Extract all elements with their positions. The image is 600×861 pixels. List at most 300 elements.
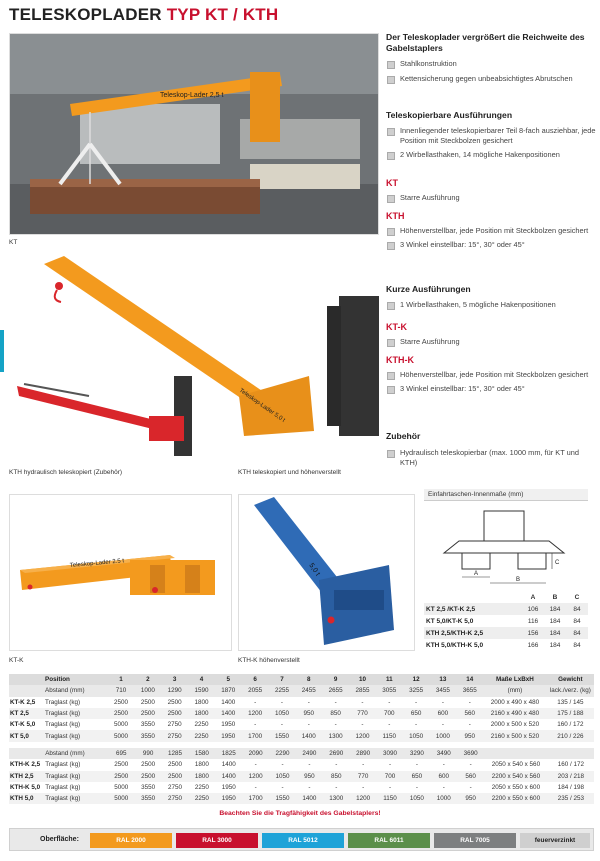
load-value: - xyxy=(415,761,418,769)
distance-value: 2690 xyxy=(323,748,350,759)
load-value: - xyxy=(254,761,257,769)
distance-value: 1290 xyxy=(161,685,188,696)
load-value: - xyxy=(307,698,310,706)
boom-label-orange: Teleskop-Lader 5,0 t xyxy=(237,387,286,424)
distance-value: 1590 xyxy=(188,685,215,696)
load-value: - xyxy=(442,784,445,792)
dimensions-value: 2160 x 500 x 520 xyxy=(483,730,547,741)
intro-item: Stahlkonstruktion xyxy=(386,59,596,69)
model-name: KTH 2,5 xyxy=(9,771,44,782)
dimensions-row xyxy=(424,627,588,639)
load-value: 2250 xyxy=(188,730,215,741)
cell-a: 106 xyxy=(527,605,539,613)
kth-heading: KTH xyxy=(386,211,405,221)
intro-item: Kettensicherung gegen unbeabsichtigtes Abrutschen xyxy=(386,74,596,84)
load-value: 1000 xyxy=(430,730,457,741)
load-value: - xyxy=(469,784,472,792)
load-value: 2750 xyxy=(162,793,189,804)
caption-kth-k: KTH-K höhenverstellt xyxy=(238,657,300,664)
load-value: - xyxy=(415,698,418,706)
boom-label-top: Teleskop-Lader 2,5 t xyxy=(160,92,224,99)
load-value: - xyxy=(441,721,444,729)
load-value: 2500 xyxy=(113,698,128,706)
load-label: Traglast (kg) xyxy=(44,708,108,719)
cell-c: 84 xyxy=(573,629,581,637)
load-value: 1300 xyxy=(322,730,349,741)
header-position-number: 14 xyxy=(456,674,483,685)
col-b: B xyxy=(552,593,558,601)
dimensions-value: 2200 x 550 x 600 xyxy=(484,793,548,804)
kth-item: 3 Winkel einstellbar: 15°, 30° oder 45° xyxy=(386,240,596,250)
kth-item: Höhenverstellbar, jede Position mit Steckbolzen gesichert xyxy=(386,226,596,236)
distance-value: 1000 xyxy=(134,685,161,696)
load-value: 1550 xyxy=(269,793,296,804)
table-row xyxy=(9,771,594,782)
load-value: 2500 xyxy=(161,708,188,719)
swatch-ral-5012: RAL 5012 xyxy=(262,833,344,848)
weight-value: 160 / 172 xyxy=(557,721,584,729)
zub-item: Hydraulisch teleskopierbar (max. 1000 mm, für KT und KTH) xyxy=(386,448,596,467)
load-value: 3550 xyxy=(140,721,155,729)
caption-kth-hydraulic: KTH hydraulisch teleskopiert (Zubehör) xyxy=(9,469,123,476)
load-value: 5000 xyxy=(114,784,129,792)
kurz-item: 1 Wirbellasthaken, 5 mögliche Hakenpositionen xyxy=(386,300,596,310)
distance-value: 3090 xyxy=(377,748,404,759)
load-value: 1800 xyxy=(194,698,209,706)
load-value: 1050 xyxy=(403,793,430,804)
distance-value: 990 xyxy=(135,748,162,759)
load-value: 1050 xyxy=(269,771,296,782)
photo-kth-k xyxy=(238,494,415,651)
fork-pocket-diagram xyxy=(424,501,588,591)
cell-b: 184 xyxy=(549,617,561,625)
load-value: - xyxy=(307,721,310,729)
load-value: - xyxy=(442,761,445,769)
load-value: - xyxy=(388,721,391,729)
table-row xyxy=(9,719,594,730)
dimensions-value: 2000 x 500 x 520 xyxy=(490,721,540,729)
load-value: 2750 xyxy=(161,730,188,741)
weight-value: 235 / 253 xyxy=(548,793,594,804)
load-value: 1800 xyxy=(194,761,209,769)
distance-value: 2455 xyxy=(295,685,322,696)
dimensions-table xyxy=(424,591,588,651)
load-value: 1200 xyxy=(242,771,269,782)
header-position-number: 9 xyxy=(322,674,349,685)
load-label: Traglast (kg) xyxy=(44,793,108,804)
dimensions-row xyxy=(424,615,588,627)
weight-value: 160 / 172 xyxy=(557,761,584,769)
load-value: - xyxy=(388,761,392,769)
header-dimensions-unit: (mm) xyxy=(483,685,547,696)
distance-value: 2090 xyxy=(242,748,269,759)
title-main: TELESKOPLADER xyxy=(9,5,162,24)
header-spacer xyxy=(9,748,44,759)
dimensions-value: 2000 x 490 x 480 xyxy=(490,698,540,706)
distance-value: 3255 xyxy=(403,685,430,696)
load-value: 2500 xyxy=(140,698,155,706)
intro-section xyxy=(386,32,596,83)
photo-kth xyxy=(9,256,379,462)
load-value: 1050 xyxy=(403,730,430,741)
load-value: - xyxy=(254,698,257,706)
side-tab-marker xyxy=(0,330,4,372)
load-value: 2500 xyxy=(135,771,162,782)
load-value: 950 xyxy=(295,708,322,719)
dimensions-header-row xyxy=(424,591,588,603)
distance-label: Abstand (mm) xyxy=(44,748,108,759)
load-value: 2250 xyxy=(194,721,209,729)
load-value: - xyxy=(388,698,391,706)
load-value: 2500 xyxy=(108,708,135,719)
load-table-kth xyxy=(9,748,594,804)
header-weight-unit: lack./verz. (kg) xyxy=(547,685,594,696)
dimensions-value: 2200 x 540 x 560 xyxy=(484,771,548,782)
label-a: A xyxy=(474,571,479,577)
distance-value: 1825 xyxy=(215,748,242,759)
load-value: 1150 xyxy=(377,793,404,804)
load-value: 5000 xyxy=(113,721,128,729)
distance-value: 3290 xyxy=(403,748,430,759)
dimensions-value: 2160 x 490 x 480 xyxy=(483,708,547,719)
swatch-feuerverzinkt: feuerverzinkt xyxy=(520,833,590,848)
load-value: 1200 xyxy=(349,730,376,741)
col-c: C xyxy=(574,593,580,601)
load-label: Traglast (kg) xyxy=(45,698,81,706)
row-label: KT 2,5 /KT-K 2,5 xyxy=(426,605,476,613)
kthk-item: 3 Winkel einstellbar: 15°, 30° oder 45° xyxy=(386,384,596,394)
ktk-section xyxy=(386,322,596,347)
load-value: 5000 xyxy=(108,730,135,741)
load-value: 2500 xyxy=(167,698,182,706)
table-distance-row xyxy=(9,685,594,696)
load-value: 1800 xyxy=(188,771,215,782)
caption-kt: KT xyxy=(9,239,18,246)
kt-heading: KT xyxy=(386,178,398,188)
label-b: B xyxy=(516,577,521,583)
cell-b: 184 xyxy=(549,629,561,637)
cell-a: 116 xyxy=(527,617,539,625)
distance-value: 2290 xyxy=(269,748,296,759)
load-value: 700 xyxy=(377,771,404,782)
load-value: 2500 xyxy=(141,761,156,769)
zub-heading: Zubehör xyxy=(386,431,421,441)
dimensions-row xyxy=(424,639,588,651)
load-value: - xyxy=(334,698,337,706)
row-label: KT 5,0/KT-K 5,0 xyxy=(426,617,474,625)
load-value: 1950 xyxy=(215,793,242,804)
header-spacer xyxy=(548,748,594,759)
load-value: - xyxy=(334,721,337,729)
weight-value: 135 / 145 xyxy=(557,698,584,706)
weight-value: 175 / 188 xyxy=(547,708,594,719)
table-row xyxy=(9,697,594,708)
cell-a: 156 xyxy=(527,629,539,637)
table-row xyxy=(9,793,594,804)
forklift-capacity-note: Beachten Sie die Tragfähigkeit des Gabelstaplers! xyxy=(219,810,381,817)
page-title xyxy=(9,5,278,25)
model-name: KTH-K 5,0 xyxy=(10,784,41,792)
label-c: C xyxy=(555,560,560,566)
load-value: 1150 xyxy=(376,730,403,741)
load-value: 560 xyxy=(457,771,484,782)
kt-k-scene xyxy=(10,495,232,651)
load-value: 1000 xyxy=(430,793,457,804)
model-name: KT 5,0 xyxy=(9,730,44,741)
cell-a: 166 xyxy=(527,641,539,649)
title-type: TYP KT / KTH xyxy=(166,5,279,24)
cell-b: 184 xyxy=(549,605,561,613)
model-name: KT-K 5,0 xyxy=(10,721,36,729)
header-position-number: 10 xyxy=(349,674,376,685)
dimensions-title: Einfahrtaschen-Innenmaße (mm) xyxy=(424,489,588,501)
load-value: 1400 xyxy=(221,761,236,769)
load-value: - xyxy=(308,761,311,769)
dimensions-value: 2050 x 540 x 560 xyxy=(491,761,541,769)
load-value: 1300 xyxy=(323,793,350,804)
load-table-kt xyxy=(9,674,594,742)
kt-item: Starre Ausführung xyxy=(386,193,596,203)
model-name: KT-K 2,5 xyxy=(10,698,36,706)
load-value: - xyxy=(361,721,364,729)
distance-value: 1580 xyxy=(188,748,215,759)
header-position-number: 12 xyxy=(403,674,430,685)
caption-kt-k: KT-K xyxy=(9,657,24,664)
load-label: Traglast (kg) xyxy=(45,761,81,769)
header-position-number: 1 xyxy=(108,674,135,685)
distance-value: 2655 xyxy=(322,685,349,696)
load-value: 5000 xyxy=(108,793,135,804)
load-value: 1400 xyxy=(296,793,323,804)
load-value: 1950 xyxy=(215,730,242,741)
distance-value: 2490 xyxy=(296,748,323,759)
load-value: 2750 xyxy=(167,721,182,729)
distance-value: 2255 xyxy=(269,685,296,696)
header-spacer xyxy=(9,674,44,685)
model-name: KT 2,5 xyxy=(9,708,44,719)
tele-heading: Teleskopierbare Ausführungen xyxy=(386,110,513,120)
kurz-section xyxy=(386,284,596,310)
intro-heading: Der Teleskoplader vergrößert die Reichweite des Gabelstaplers xyxy=(386,32,585,53)
distance-value: 1870 xyxy=(215,685,242,696)
load-value: 770 xyxy=(349,708,376,719)
load-value: - xyxy=(441,698,444,706)
load-value: 1400 xyxy=(295,730,322,741)
load-label: Traglast (kg) xyxy=(45,721,81,729)
load-value: - xyxy=(281,761,284,769)
load-value: 1200 xyxy=(242,708,269,719)
load-value: 1700 xyxy=(242,730,269,741)
cell-c: 84 xyxy=(573,617,581,625)
kth-section xyxy=(386,211,596,249)
load-value: - xyxy=(362,784,365,792)
load-value: 1950 xyxy=(221,721,236,729)
tele-section xyxy=(386,110,596,160)
kthk-heading: KTH-K xyxy=(386,355,414,365)
header-position-number: 2 xyxy=(134,674,161,685)
row-label: KTH 5,0/KTH-K 5,0 xyxy=(426,641,484,649)
dimensions-box xyxy=(424,489,588,651)
kthk-item: Höhenverstellbar, jede Position mit Steckbolzen gesichert xyxy=(386,370,596,380)
load-value: - xyxy=(415,784,418,792)
kth-k-scene xyxy=(239,495,415,651)
distance-value: 710 xyxy=(108,685,135,696)
load-value: 650 xyxy=(403,771,430,782)
distance-value: 3055 xyxy=(376,685,403,696)
row-label: KTH 2,5/KTH-K 2,5 xyxy=(426,629,484,637)
ktk-heading: KT-K xyxy=(386,322,407,332)
load-value: 3550 xyxy=(134,730,161,741)
load-value: 1200 xyxy=(350,793,377,804)
distance-value: 2855 xyxy=(349,685,376,696)
swatch-ral-3000: RAL 3000 xyxy=(176,833,258,848)
distance-value: 3455 xyxy=(430,685,457,696)
load-label: Traglast (kg) xyxy=(45,784,81,792)
load-value: - xyxy=(469,761,472,769)
header-spacer xyxy=(9,685,44,696)
load-value: 1400 xyxy=(221,698,236,706)
load-value: 2500 xyxy=(108,771,135,782)
header-position: Position xyxy=(44,674,108,685)
load-value: 650 xyxy=(403,708,430,719)
load-value: - xyxy=(415,721,418,729)
model-name: KTH-K 2,5 xyxy=(10,761,41,769)
swatch-ral-6011: RAL 6011 xyxy=(348,833,430,848)
cell-b: 184 xyxy=(549,641,561,649)
table-header-row xyxy=(9,674,594,685)
load-value: - xyxy=(468,698,471,706)
load-value: 950 xyxy=(456,730,483,741)
load-value: 1400 xyxy=(215,771,242,782)
load-label: Traglast (kg) xyxy=(44,730,108,741)
table-row xyxy=(9,730,594,741)
load-value: 2500 xyxy=(134,708,161,719)
load-value: 850 xyxy=(323,771,350,782)
swatch-ral-2000: RAL 2000 xyxy=(90,833,172,848)
load-value: - xyxy=(361,698,364,706)
header-position-number: 5 xyxy=(215,674,242,685)
header-spacer xyxy=(484,748,548,759)
distance-value: 3655 xyxy=(456,685,483,696)
load-value: 560 xyxy=(456,708,483,719)
dimensions-value: 2050 x 550 x 600 xyxy=(491,784,541,792)
kthk-section xyxy=(386,355,596,393)
swatch-ral-7005: RAL 7005 xyxy=(434,833,516,848)
load-value: 600 xyxy=(430,708,457,719)
load-value: 950 xyxy=(457,793,484,804)
table-row xyxy=(9,782,594,793)
distance-value: 1285 xyxy=(162,748,189,759)
load-label: Traglast (kg) xyxy=(44,771,108,782)
cell-c: 84 xyxy=(573,605,581,613)
cell-c: 84 xyxy=(573,641,581,649)
header-position-number: 4 xyxy=(188,674,215,685)
load-value: - xyxy=(335,761,338,769)
load-value: 850 xyxy=(322,708,349,719)
load-value: 2500 xyxy=(114,761,129,769)
load-value: 1950 xyxy=(221,784,236,792)
table-distance-row xyxy=(9,748,594,759)
table-row xyxy=(9,708,594,719)
load-value: - xyxy=(280,698,284,706)
load-value: 1050 xyxy=(269,708,296,719)
load-value: 2250 xyxy=(188,793,215,804)
load-value: - xyxy=(308,784,311,792)
caption-kth-verstellt: KTH teleskopiert und höhenverstellt xyxy=(238,469,341,476)
header-weight: Gewicht xyxy=(547,674,594,685)
load-value: - xyxy=(362,761,365,769)
header-position-number: 7 xyxy=(269,674,296,685)
load-value: 2500 xyxy=(168,761,183,769)
distance-value: 2890 xyxy=(350,748,377,759)
load-value: - xyxy=(254,721,257,729)
photo-kt-k xyxy=(9,494,232,651)
boom-label-blue: 5,0 t xyxy=(307,562,321,578)
load-value: 1550 xyxy=(269,730,296,741)
load-value: - xyxy=(254,784,257,792)
load-value: 2250 xyxy=(194,784,209,792)
header-position-number: 13 xyxy=(430,674,457,685)
surface-label: Oberfläche: xyxy=(40,836,79,843)
surface-bar xyxy=(9,828,594,851)
kurz-heading: Kurze Ausführungen xyxy=(386,284,471,294)
distance-value: 2055 xyxy=(242,685,269,696)
header-position-number: 6 xyxy=(242,674,269,685)
distance-label: Abstand (mm) xyxy=(44,685,108,696)
table-row xyxy=(9,759,594,770)
zub-section xyxy=(386,431,596,467)
header-position-number: 11 xyxy=(376,674,403,685)
load-value: 950 xyxy=(296,771,323,782)
header-dimensions: Maße LxBxH xyxy=(483,674,547,685)
tele-item: 2 Wirbellasthaken, 14 mögliche Hakenpositionen xyxy=(386,150,596,160)
ktk-item: Starre Ausführung xyxy=(386,337,596,347)
header-position-number: 8 xyxy=(295,674,322,685)
weight-value: 184 / 198 xyxy=(557,784,584,792)
warehouse-scene xyxy=(10,34,379,235)
weight-value: 203 / 218 xyxy=(548,771,594,782)
load-value: 770 xyxy=(350,771,377,782)
col-a: A xyxy=(530,593,536,601)
photo-kt-warehouse xyxy=(9,33,379,235)
distance-value: 3490 xyxy=(430,748,457,759)
header-position-number: 3 xyxy=(161,674,188,685)
load-value: 600 xyxy=(430,771,457,782)
load-value: 1700 xyxy=(242,793,269,804)
kt-section xyxy=(386,178,596,203)
load-value: 700 xyxy=(376,708,403,719)
load-value: - xyxy=(335,784,338,792)
boom-label-small: Teleskop-Lader 2.5 t xyxy=(69,558,125,569)
distance-value: 695 xyxy=(108,748,135,759)
model-name: KTH 5,0 xyxy=(9,793,44,804)
load-value: 2750 xyxy=(168,784,183,792)
load-value: 1400 xyxy=(215,708,242,719)
distance-value: 3690 xyxy=(457,748,484,759)
tele-item: Innenliegender teleskopierbarer Teil 8-fach ausziehbar, jede Position mit Steckbolzen gesichert xyxy=(386,126,596,145)
dimensions-row xyxy=(424,603,588,615)
load-value: 1800 xyxy=(188,708,215,719)
load-value: - xyxy=(468,721,471,729)
load-value: - xyxy=(281,784,284,792)
load-value: 3550 xyxy=(141,784,156,792)
load-value: 2500 xyxy=(162,771,189,782)
load-value: - xyxy=(388,784,392,792)
weight-value: 210 / 226 xyxy=(547,730,594,741)
load-value: - xyxy=(280,721,284,729)
load-value: 3550 xyxy=(135,793,162,804)
kth-scene xyxy=(9,256,379,462)
